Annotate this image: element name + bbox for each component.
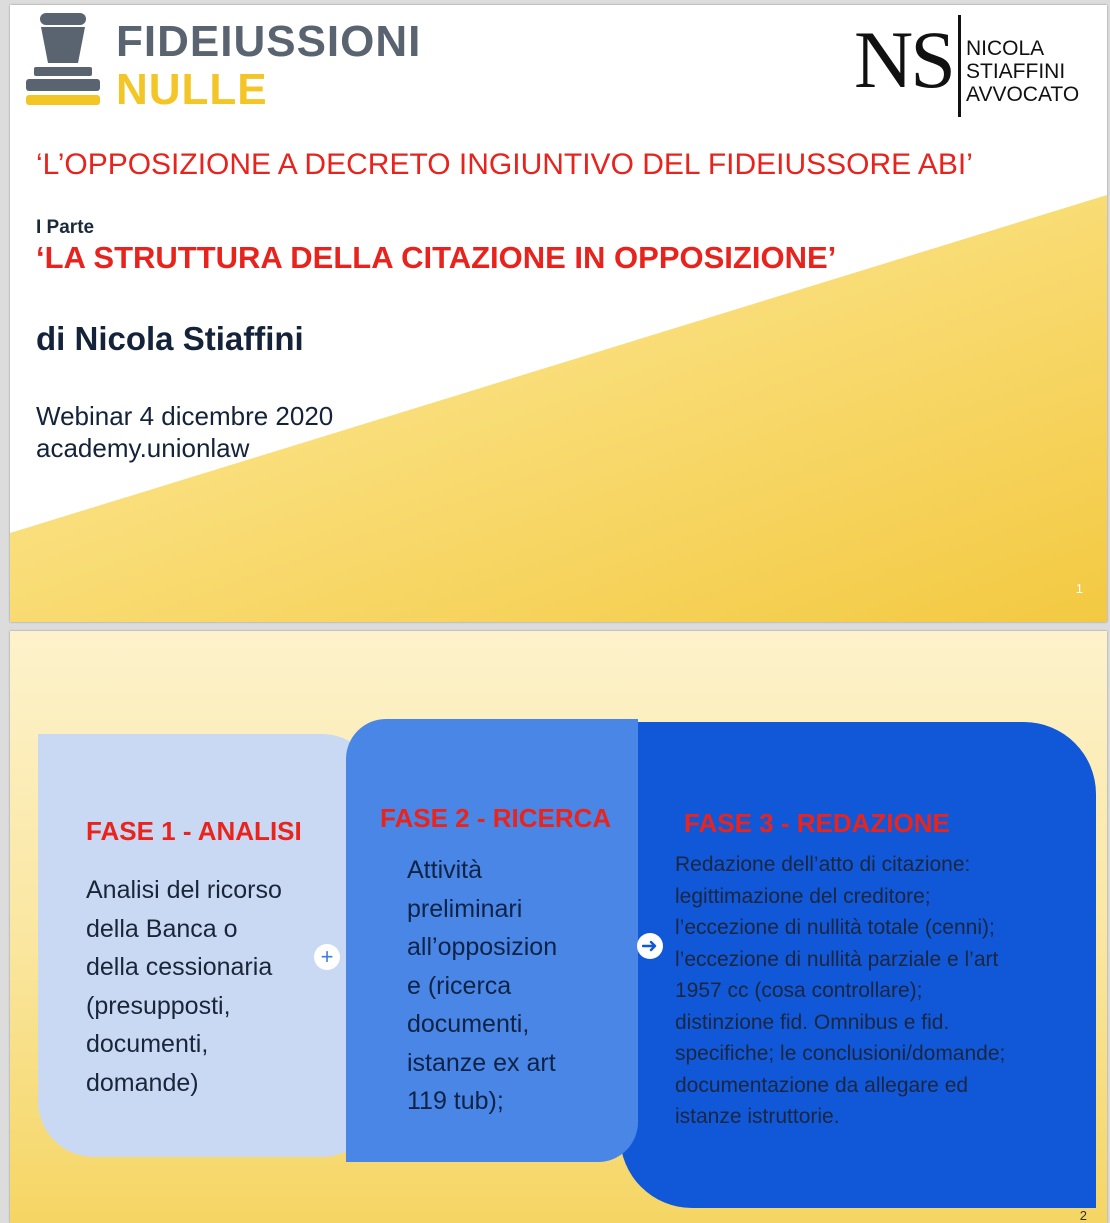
page-number: 2 [1079,1208,1087,1223]
phase-3-line: documentazione da allegare ed [675,1073,969,1097]
phase-3-line: l’eccezione di nullità parziale e l’art [675,947,999,971]
phase-2-line: istanze ex art [407,1048,556,1077]
webinar-info [36,400,333,464]
phase-2-line: Attività [407,856,483,884]
ns-name-line: STIAFFINI [966,60,1066,83]
ns-avvocato-logo [854,15,1094,125]
phase-1-line: (presupposti, [86,991,231,1020]
arrow-right-icon [637,933,663,959]
ns-initials: NS [854,14,953,105]
webinar-date: Webinar 4 dicembre 2020 [36,401,334,431]
phase-1-line: della Banca o [86,914,238,943]
phase-card-2 [346,719,638,1162]
logo-divider [958,15,961,117]
phase-card-3 [620,722,1096,1208]
phase-2-line: documenti, [407,1010,530,1038]
phase-2-line: e (ricerca [407,971,512,1000]
phase-3-line: l’eccezione di nullità totale (cenni); [675,916,995,939]
logo-text-fideiussioni: FIDEIUSSIONI [116,17,422,66]
phase-1-heading: FASE 1 - ANALISI [86,816,302,846]
phase-3-line: legittimazione del creditore; [675,884,931,908]
phase-1-line: domande) [86,1068,199,1097]
plus-icon: + [314,944,340,970]
phase-3-line: specifiche; le conclusioni/domande; [675,1042,1006,1065]
phase-1-line: documenti, [86,1030,209,1058]
author-name: di Nicola Stiaffini [36,320,304,357]
phase-3-line: Redazione dell’atto di citazione: [675,853,971,876]
part-label: I Parte [36,217,95,238]
page-number: 1 [1075,581,1083,596]
slide-subtitle: ‘LA STRUTTURA DELLA CITAZIONE IN OPPOSIZIONE’ [36,240,837,275]
slide-1[interactable] [10,5,1107,622]
ns-name-block [966,37,1079,106]
slide-title: ‘L’OPPOSIZIONE A DECRETO INGIUNTIVO DEL FIDEIUSSORE ABI’ [36,148,973,181]
fideiussioni-nulle-logo [24,13,464,113]
logo-text-nulle: NULLE [116,65,268,114]
phase-3-heading: FASE 3 - REDAZIONE [684,808,950,838]
ns-name-line: NICOLA [966,37,1045,60]
phase-2-line: all’opposizion [407,933,558,961]
ns-name-line: AVVOCATO [966,83,1080,106]
phase-2-line: 119 tub); [407,1087,504,1115]
phase-2-heading: FASE 2 - RICERCA [380,803,612,833]
phase-3-body [675,849,1055,1133]
phase-3-line: istanze istruttorie. [675,1105,840,1128]
webinar-site: academy.unionlaw [36,433,250,463]
phase-3-line: 1957 cc (cosa controllare); [675,979,923,1002]
phase-2-body [407,851,607,1121]
phase-2-line: preliminari [407,894,523,923]
phase-1-line: della cessionaria [86,953,273,981]
phase-3-line: distinzione fid. Omnibus e fid. [675,1010,950,1034]
stamp-icon [24,13,104,109]
phase-1-body [86,871,316,1102]
slide-2[interactable] [10,631,1107,1223]
phase-1-line: Analisi del ricorso [86,876,282,904]
